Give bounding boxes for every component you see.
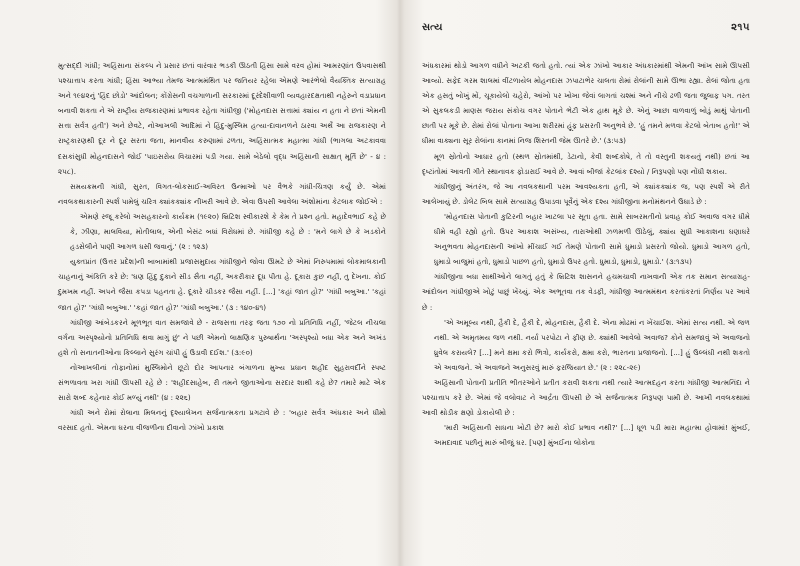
left-page-header <box>58 22 386 38</box>
right-page-header <box>422 22 750 38</box>
block-quote: 'મારી અહિંસાની સાધના ખોટી છે? મારો કોઈ પ્રભાવ નથી?' [...] ધૂળ પડી મારા મહાત્મા હોવામાં! મુંબઈ, અમદાવાદ પછીનું મારું બીજું ઘર. [પણ] મુંબઈના લોકોના <box>434 423 750 448</box>
paragraph: મુત્સદ્દી ગાંધી; અહિંસાના સંકલ્પ ને પ્રસાર છતાં વારંવાર ભડકી ઊઠતી હિંસા સામે વરવ હોમાં આમરણાંત ઉપવાસથી પશ્ચાત્તાપ કરતા ગાંધી; હિંસા આભ્યા તેમજ આત્મમંથિત પર જતિયર રહેલા એમણે આરંભેલો વૈયક્તિક સત્યાગ્રહ અને ૧૯૪૨નું 'હિંદ છોડો' આંદોલન; કોંગ્રેસની વચગાળાની સરકારમાં દૂરંદેશીવાળી વ્યવહારદક્ષતાથી નહેરુને વડાપ્રધાન બનાવી શકતા ને એ રાષ્ટ્રીય રાજકારણમાં પ્રભાવક રહેતા ગાંધીજી ('મોહનદાસ સત્તામાં ક્યાંય ન હતા ને છતાં એમની સત્તા સર્વત્ર હતી') અને છેવટે, નોઆખલી આદિમાં ને હિંદુ-મુસ્લિમ હત્યા-દાવાનળને ઠારવા અર્થે આ રાજકારણ ને રાષ્ટ્રકારણથી દૂર ને દૂર સરતા જતા, માનવીય કરુણામાં ઢળતા, અહિંસાત્મક મહાત્મા ગાંધી (ભાગલા અટકાવવા દસકાંસુધી મોહનદાસને જોઈ 'પાઇસરોય વિચારમાં પડી ગયા. સામે બેઠેલો વૃદ્ધ અહિંસાની સાક્ષાત્ મૂર્તિ છે' - ૪ : ૨૫૮). <box>58 61 386 176</box>
block-quote: 'મોહનદાસ પોતાની કુટિરની બહાર ખાટલા પર સૂતા હતા. સામે સાબરમતીનો પ્રવાહ કોઈ અવાજ વગર ધીમે ધીમે વહી રહ્યો હતો. ઉપર આકાશ અસંખ્ય, તારાઓથી ઝળમળી ઊઠેલું, ક્યાંય સુધી આકાશના ઘણાઘરે અનુભવતા મોહનદાસની આંખો મીંચાઈ ગઈ તેમણે પોતાની સામે ધુમાડો પ્રસરતો જોયો. ધુમાડો આગળ હતો, ધુમાડો બાજુમાં હતો, ધુમાડો પાછળ હતો, ધુમાડો ઉપર હતો. ધુમાડો, ધુમાડો, ધુમાડો.' (૩:૧૩૫) <box>434 211 750 267</box>
block-quote: 'એ અમૂલ્ય નથી, હૈકી દે, હૈકી દે, મોહનદાસ, હૈકી દે. એના મોઢમાં ન ખેંચાઈશ. એમાં સત્ય નથી. એ જળ નથી. એ અમૃતમય જળ નથી. નર્યા પરપોટા ને ફીણ છે. ક્યાંથી આવેલો અવાજ? કોને સમજાવું એ અવાજનો ધ્રુવેલ કરાયલે? [...] મને ક્ષમા કરો ભિત્રો, કાર્યકરો, ક્ષમા કરો, ભારતના પ્રજાજનો. [...] હું ઉલ્લંઘી નથી શકતો એ અવાજને. એ અવાજને અનુસરવું મારું ફરજિયાત છે.' (૨ : ૨૨૮-૨૯) <box>434 317 750 372</box>
paragraph: અંધકારમાં થોડો આગળ વધીને અટકી જતો હતો. ત્યાં એક ઝાંખો આકાર અંધકારમાંથી એમની આંખ સામે ઊપસી આવ્યો. સફેદ ગરમ શાલમાં વીંટળાયેલ મોહનદાસ ઝપાટાભેર ચાલતા રોમાં રોલાંની સામે ઊભા રહ્યા. રોલાં જોતા હતા એક હસતું બોખું મોં, ચૂકાયેલો ચહેરો, આંખો પર ખોખા જેવાં લાગતાં ચશ્માં અને નીચે ઢળી જતા જુલાફ પગ. તરત એ સુકલકડી માણસ જરાય સંકોચ વગર પોતાને ભેટી એક હાથ મૂકે છે. એનું આછા વાળવાળું બોડું માથું પોતાની છાતી પર મૂકે છે. રોમાં રોલાં પોતાના આખા શરીરમાં હૂંફ પ્રસરતી અનુભવે છે. 'હું તમને મળવા કેટલો બેતાબ હતો!' એ ધીમા વાક્યના સૂર રોલાંના કાનમાં નિજ શિસ્તની જેમ ઊતરે છે.' (૩:૫૩) <box>422 61 750 146</box>
block-quote: એમણે રજૂ કરેલો અસહકારનો કાર્યક્રમ (૧૯૨૦) બ્રિટિશ સ્વીકારશે કે કેમ તે પ્રશ્ન હતો. મહાદેવભાઈ કહે છે કે, ઝીણા, માલવિયા, મોતીલાલ, એની બેસંટ બધાં વિરોધમાં છે. ગાંધીજી કહે છે : 'મને લાગે છે કે ખડકોને હડસેલીને પાણી આગળ ધસી જવાનું.' (૨ : ૧૨૩) <box>70 211 386 252</box>
paragraph: ગાંધીજી આંબેડકરને મૂળભૂત વાત સમજાવે છે - રાજસત્તા તરફ જતા ૧૭૦ નો પ્રતિનિધિ નહીં, 'જેટલ નીચલા વર્ગના અસ્પૃશ્યોનો પ્રતિનિધિ થવા માગું છું' ને પછી એમનો લાક્ષણિક પુરુષાર્થના 'અસ્પૃશ્યો બધા એક અને અખંડ હશે તો સનાતનીઓના કિલ્લાને સુરંગ ચાંપી હું ઉડાવી દઈશ.' (૩:૯૦) <box>58 317 386 357</box>
paragraph: ગાંધીજીનું અંતરંગ, જે આ નવલકથાની પરમ આવશ્યકતા હતી, એ ક્યાંકક્યાંક જ, પણ સ્પર્શે એ રીતે આલેખાયું છે. ડોલેટ બિલ સામે સત્યાગ્રહ ઉપાડવા પૂર્વેનું એક દશ્ય ગાંધીજીના મનોમંથનને ઉઘાડે છે : <box>422 181 750 206</box>
paragraph: ગાંધીજીના બધા સાથીઓને લાગતું હતું કે બ્રિટિશ શાસનને હચમચાવી નાખવાની એક તક સમાન સત્યાગ્રહ-આંદોલન ગાંધીજીએ ખોટું પાછું ખેંચ્યું. એક અભૂતવા તક વેડફી, ગાંધીજી આત્મમંથન કરતાંકરતાં નિર્ણય પર આવે છે : <box>422 272 750 312</box>
paragraph: નોઆખલીનાં તોફાનોમાં મુસ્લિમોને છૂટો દોર આપનાર બંગાળના મુખ્ય પ્રધાન શહીદ સુહરાવર્દીને સ્પષ્ટ સંભળાવતા ખરા ગાંધી ઊપસી રહે છે : 'શહીદસાહેબ, રી તમને જીતાઓના સરદાર શાથી કહે છે? તમારે માટે એક સારો શબ્દ કહેનાર કોઈ મળ્યું નથી' (૪ : ૨૨૬) <box>58 362 386 403</box>
paragraph: ગાંધી અને રોમાં રોલાના મિલનનું દૃશ્યાલેખન સર્જનાત્મકતા પ્રગટાવે છે : 'બહાર સર્વત્ર અંધકાર અને ધીમો વરસાદ હતો. એમના ઘરના વીજળીના દીવાનો ઝાંખો પ્રકાશ <box>58 408 386 433</box>
paragraph: અહિંસાની પોતાની પ્રતીતિ ભીતરઓને પ્રતીત કરાવી શકતા નથી ત્યારે આત્મદહન કરતા ગાંધીજી આત્મનિંદા ને પશ્ચાત્તાપ કરે છે. એમાં જે વલોવાટ ને આર્દ્રતા ઊપસી છે એ સર્જનાત્મક નિરૂપણ પામી છે. આખી નવલકથામાં આવી થોડીક ક્ષણો ડોકાયેલી છે : <box>422 377 750 418</box>
running-title: સત્ય <box>422 22 443 33</box>
left-page-body <box>58 58 386 435</box>
right-page <box>400 0 800 566</box>
paragraph: મૂળ સ્રોતોનો આધાર હતો (સ્થળ સ્રોતમાંથી, ડેટાનો, કેવી શબ્દકોષે, તે તો વસ્તુની શકયતું નથી) છતાં આ દૃષ્ટાંતોમાં આવતી ગીતે સ્થાનાવક ફોડારાઈ આવે છે. આવાં બીજાં કેટલાંક દશ્યો / નિરૂપણો પણ નોંધી શકાય. <box>422 151 750 176</box>
paragraph: સમયક્રમની ગાંધી, સુરત, વિગત-લોકસાઈ-અવિરત ઉન્માઓ પર વૈભકે ગાંધી-ચિત્રણ કર્યું છે. એમાં નવલકથાકારની સ્પર્શ પામેલું ચરિત્ર ક્યાંકક્યાંક નીખરી આવે છે. એવા ઉપસી આવેલા અંશોમાંના કેટલાક જોઈએ : <box>58 181 386 206</box>
paragraph: યુક્તપ્રાંત (ઉત્તર પ્રદેશ)ની બાબામાંથી પ્રજાસમુદાય ગાંધીજીને જોવા ઊમટે છે એમાં નિરુપમામાં લોકમાલકાની ચાહનાનું અંકિતિ કરે છે: 'ઘણ હિંદુ દુકાને સીડ સૈતા નહીં, અકરીકાર દૂધ પીતા હે. દૂકારા કુછ નહીં, તુ દેખના. કોઈ દુમખમ નહીં. અપને જૈસા કપડા પહનતા હે. દૂકારે ચીડકર જૈસા નહીં. [...] 'કહાં જાત હો?' 'ગાંધી બબુઆ.' 'કહાં જાત હો?' 'ગાંધી બબુઆ.' 'કહાં જાત હો?' 'ગાંધી બબુઆ.' (૩ : ૧૪૦-૪૧) <box>58 257 386 312</box>
page-number: ૨૧૫ <box>731 22 750 33</box>
right-page-body <box>422 58 750 450</box>
